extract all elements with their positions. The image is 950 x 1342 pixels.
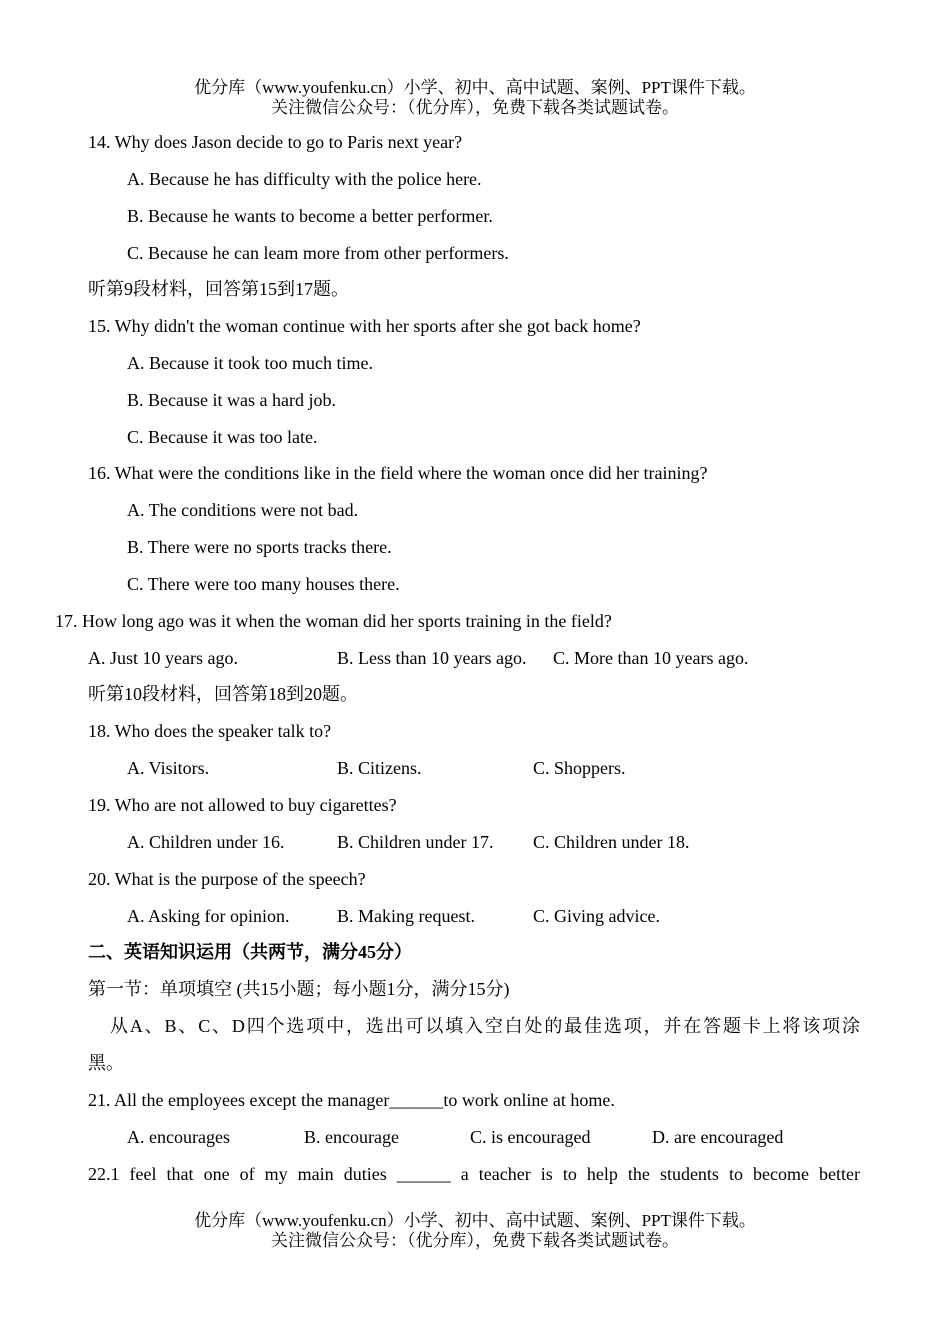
option-c: C. Because it was too late. (127, 427, 318, 447)
option-a: A. encourages (127, 1127, 230, 1147)
part-2-subtitle: 第一节：单项填空 (共15小题；每小题1分，满分15分) (88, 979, 510, 999)
option-b: B. Children under 17. (337, 832, 494, 852)
option-a: A. Because he has difficulty with the police here. (127, 169, 482, 189)
option-a: A. Asking for opinion. (127, 906, 290, 926)
header-line-1: 优分库（www.youfenku.cn）小学、初中、高中试题、案例、PPT课件下载。 (194, 78, 756, 97)
option-c: C. Children under 18. (533, 832, 690, 852)
instruction-line-1: 从A、B、C、D四个选项中，选出可以填入空白处的最佳选项，并在答题卡上将该项涂 (110, 1016, 860, 1036)
option-b: B. Because he wants to become a better performer. (127, 206, 493, 226)
option-b: B. Because it was a hard job. (127, 390, 336, 410)
option-a: A. Visitors. (127, 758, 210, 778)
section-10-instruction: 听第10段材料，回答第18到20题。 (88, 684, 358, 704)
footer-line-1: 优分库（www.youfenku.cn）小学、初中、高中试题、案例、PPT课件下载。 (194, 1211, 756, 1230)
question-stem: 16. What were the conditions like in the field where the woman once did her training? (88, 463, 708, 483)
option-a: A. Just 10 years ago. (88, 648, 238, 668)
option-b: B. Less than 10 years ago. (337, 648, 527, 668)
option-b: B. encourage (304, 1127, 399, 1147)
question-stem: 14. Why does Jason decide to go to Paris next year? (88, 132, 463, 152)
header-line-2: 关注微信公众号：（优分库），免费下载各类试题试卷。 (271, 98, 679, 117)
instruction-line-2: 黑。 (88, 1053, 124, 1073)
option-c: C. More than 10 years ago. (553, 648, 749, 668)
footer-line-2: 关注微信公众号：（优分库），免费下载各类试题试卷。 (271, 1231, 679, 1250)
option-d: D. are encouraged (652, 1127, 784, 1147)
question-stem: 20. What is the purpose of the speech? (88, 869, 366, 889)
option-a: A. Children under 16. (127, 832, 285, 852)
option-c: C. is encouraged (470, 1127, 591, 1147)
question-stem: 22.1 feel that one of my main duties ______ a teacher is to help the students to become better (88, 1164, 860, 1184)
question-stem: 18. Who does the speaker talk to? (88, 721, 332, 741)
question-stem: 15. Why didn't the woman continue with her sports after she got back home? (88, 316, 641, 336)
question-stem: 21. All the employees except the manager______to work online at home. (88, 1090, 615, 1110)
option-a: A. The conditions were not bad. (127, 500, 359, 520)
option-c: C. Shoppers. (533, 758, 626, 778)
option-b: B. Making request. (337, 906, 475, 926)
option-c: C. There were too many houses there. (127, 574, 400, 594)
section-9-instruction: 听第9段材料，回答第15到17题。 (88, 279, 349, 299)
option-c: C. Because he can leam more from other performers. (127, 243, 509, 263)
option-b: B. There were no sports tracks there. (127, 537, 392, 557)
question-stem: 17. How long ago was it when the woman did her sports training in the field? (55, 611, 612, 631)
option-c: C. Giving advice. (533, 906, 660, 926)
option-a: A. Because it took too much time. (127, 353, 373, 373)
option-b: B. Citizens. (337, 758, 422, 778)
question-stem: 19. Who are not allowed to buy cigarettes? (88, 795, 397, 815)
part-2-title: 二、英语知识运用（共两节，满分45分） (88, 942, 412, 962)
